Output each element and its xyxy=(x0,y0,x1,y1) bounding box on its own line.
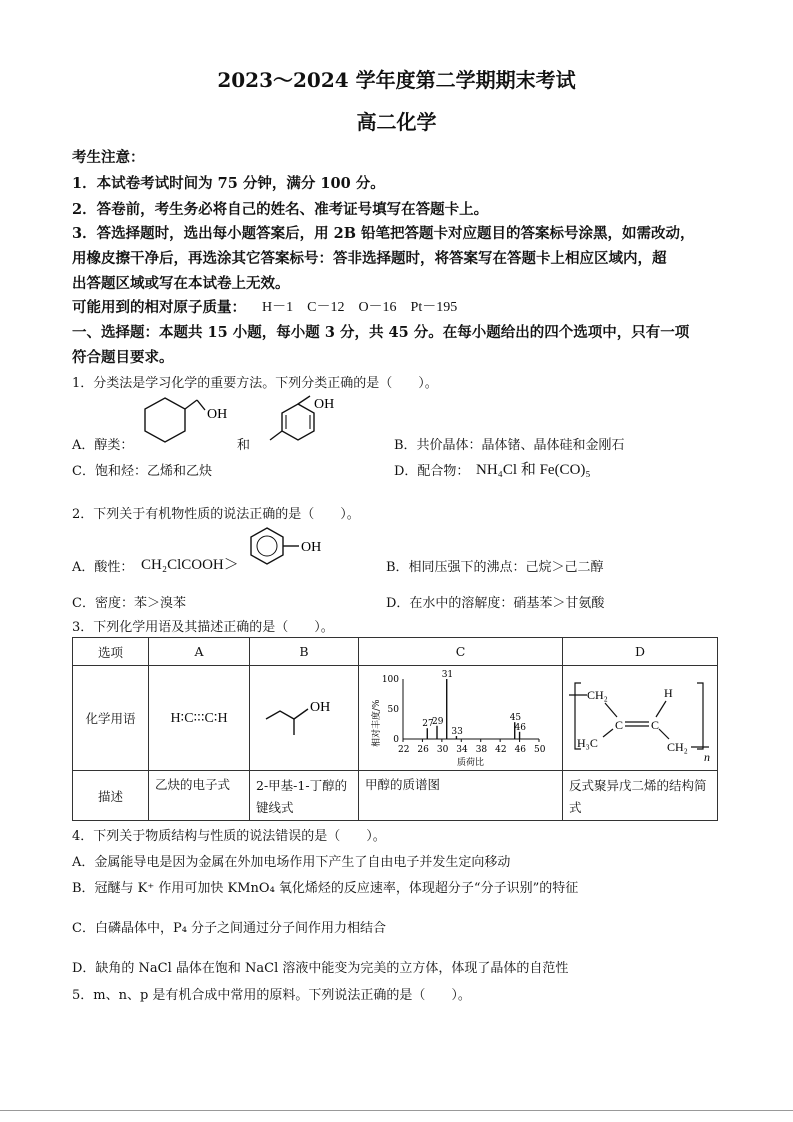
p-methylphenol-structure xyxy=(244,394,344,448)
page-bottom-rule xyxy=(0,1110,793,1111)
q3-a-desc: 乙炔的电子式 xyxy=(149,771,250,821)
chart-bar-label: 33 xyxy=(451,726,463,737)
q1-option-b: B．共价晶体：晶体锗、晶体硅和金刚石 xyxy=(394,438,625,453)
d-label-ch2: CH₂ xyxy=(587,687,608,702)
q1-oh-label: OH xyxy=(207,407,228,422)
d-label-h3c: H₃C xyxy=(577,735,598,750)
q1-option-c: C．饱和烃：乙烯和乙炔 xyxy=(72,464,212,479)
notice-heading: 考生注意： xyxy=(72,149,145,166)
notice-item: 用橡皮擦干净后，再选涂其它答案标号：答非选择题时，将答案写在答题卡上相应区域内，超 xyxy=(72,250,667,267)
chart-y-tick-label: 0 xyxy=(393,734,399,745)
d-label-n: n xyxy=(704,749,710,764)
chart-bar-label: 46 xyxy=(514,722,527,733)
exam-title: 2023～2024 学年度第二学期期末考试 xyxy=(217,68,576,92)
cyclohexylmethanol-structure xyxy=(135,392,235,448)
q4-option-d: D．缺角的 NaCl 晶体在饱和 NaCl 溶液中能变为完美的立方体，体现了晶体的自范性 xyxy=(72,961,569,976)
q3-d-desc: 反式聚异戊二烯的结构简式 xyxy=(563,771,718,821)
d-label-c2: C xyxy=(651,717,660,732)
q3-header-d: D xyxy=(563,638,718,666)
q2-phenol-oh-label: OH xyxy=(301,540,322,555)
q3-b-skeletal-structure xyxy=(250,667,356,767)
q3-b-desc: 2-甲基-1-丁醇的键线式 xyxy=(250,771,359,821)
phenol-structure xyxy=(245,524,335,572)
d-label-ch2b: CH₂ xyxy=(667,739,688,754)
q3-header-option: 选项 xyxy=(73,638,149,666)
chart-x-tick-label: 30 xyxy=(436,744,449,755)
q3-b-oh-label: OH xyxy=(310,699,331,715)
q1-option-d: D．配合物： xyxy=(394,464,470,479)
q3-stem: 3．下列化学用语及其描述正确的是（ ）。 xyxy=(72,620,334,635)
chart-x-tick-label: 34 xyxy=(456,744,468,755)
q1-option-a-and: 和 xyxy=(237,438,251,453)
chart-ylabel: 相对丰度/% xyxy=(372,698,382,747)
q3-header-b: B xyxy=(250,638,359,666)
atomic-mass-label: 可能用到的相对原子质量： xyxy=(72,299,246,316)
q5-stem: 5．m、n、p 是有机合成中常用的原料。下列说法正确的是（ ）。 xyxy=(72,988,471,1003)
q2-option-c: C．密度：苯＞溴苯 xyxy=(72,596,186,611)
chart-x-tick-label: 26 xyxy=(417,744,429,755)
notice-item: 出答题区域或写在本试卷上无效。 xyxy=(72,275,290,292)
q3-row-label-desc: 描述 xyxy=(73,771,149,821)
chart-x-tick-label: 50 xyxy=(534,744,546,755)
q3-c-desc: 甲醇的质谱图 xyxy=(359,771,563,821)
chart-bar-label: 27 xyxy=(422,718,434,729)
chart-xlabel: 质荷比 xyxy=(457,757,485,767)
q4-stem: 4．下列关于物质结构与性质的说法错误的是（ ）。 xyxy=(72,829,386,844)
q3-row-label-formula: 化学用语 xyxy=(73,666,149,771)
q4-option-a: A．金属能导电是因为金属在外加电场作用下产生了自由电子并发生定向移动 xyxy=(72,855,511,870)
d-label-c1: C xyxy=(615,717,624,732)
q3-b-structure-cell xyxy=(250,666,359,771)
section-heading-cont: 符合题目要求。 xyxy=(72,349,174,366)
notice-item: 2．答卷前，考生务必将自己的姓名、准考证号填写在答题卡上。 xyxy=(72,201,489,218)
exam-subject: 高二化学 xyxy=(356,110,437,134)
notice-item: 1．本试卷考试时间为 75 分钟，满分 100 分。 xyxy=(72,175,385,192)
chart-bar-label: 45 xyxy=(509,712,522,723)
q2-option-a-formula: CH₂ClCOOH＞ xyxy=(141,557,239,573)
q1-phenol-oh-label: OH xyxy=(314,397,335,412)
mass-spectrum-chart xyxy=(359,667,562,767)
atomic-mass-values: H－1 C－12 O－16 Pt－195 xyxy=(262,300,458,315)
q1-option-d-formula: NH₄Cl 和 Fe(CO)₅ xyxy=(476,462,591,478)
q1-stem: 1．分类法是学习化学的重要方法。下列分类正确的是（ ）。 xyxy=(72,376,438,391)
chart-x-tick-label: 22 xyxy=(398,744,410,755)
q2-option-b: B．相同压强下的沸点：己烷＞己二醇 xyxy=(386,560,604,575)
q2-option-d: D．在水中的溶解度：硝基苯＞甘氨酸 xyxy=(386,596,605,611)
q4-option-c: C．白磷晶体中，P₄ 分子之间通过分子间作用力相结合 xyxy=(72,921,387,936)
q3-header-c: C xyxy=(359,638,563,666)
chart-x-tick-label: 42 xyxy=(495,744,507,755)
q3-d-structure-cell xyxy=(563,666,718,771)
chart-bar-label: 29 xyxy=(432,716,444,727)
chart-y-tick-label: 50 xyxy=(387,704,399,715)
section-heading: 一、选择题：本题共 15 小题，每小题 3 分，共 45 分。在每小题给出的四个选项中，只有一项 xyxy=(72,324,690,341)
q2-stem: 2．下列关于有机物性质的说法正确的是（ ）。 xyxy=(72,507,360,522)
chart-y-tick-label: 100 xyxy=(381,674,399,685)
q3-a-formula: H∶C∶∶∶C∶H xyxy=(149,666,250,771)
chart-bar-label: 31 xyxy=(441,669,454,680)
q4-option-b: B．冠醚与 K⁺ 作用可加快 KMnO₄ 氧化烯烃的反应速率，体现超分子“分子识别”的特征 xyxy=(72,881,579,896)
q3-table xyxy=(72,637,718,821)
q3-header-a: A xyxy=(149,638,250,666)
q3-c-chart-cell xyxy=(359,666,563,771)
q1-option-a: A．醇类： xyxy=(72,438,134,453)
q2-option-a: A．酸性： xyxy=(72,560,134,575)
q3-d-polymer-structure xyxy=(563,667,717,767)
d-label-h: H xyxy=(664,685,673,700)
notice-item: 3．答选择题时，选出每小题答案后，用 2B 铅笔把答题卡对应题目的答案标号涂黑，如需改动， xyxy=(72,225,695,242)
chart-x-tick-label: 46 xyxy=(514,744,527,755)
chart-x-tick-label: 38 xyxy=(475,744,488,755)
